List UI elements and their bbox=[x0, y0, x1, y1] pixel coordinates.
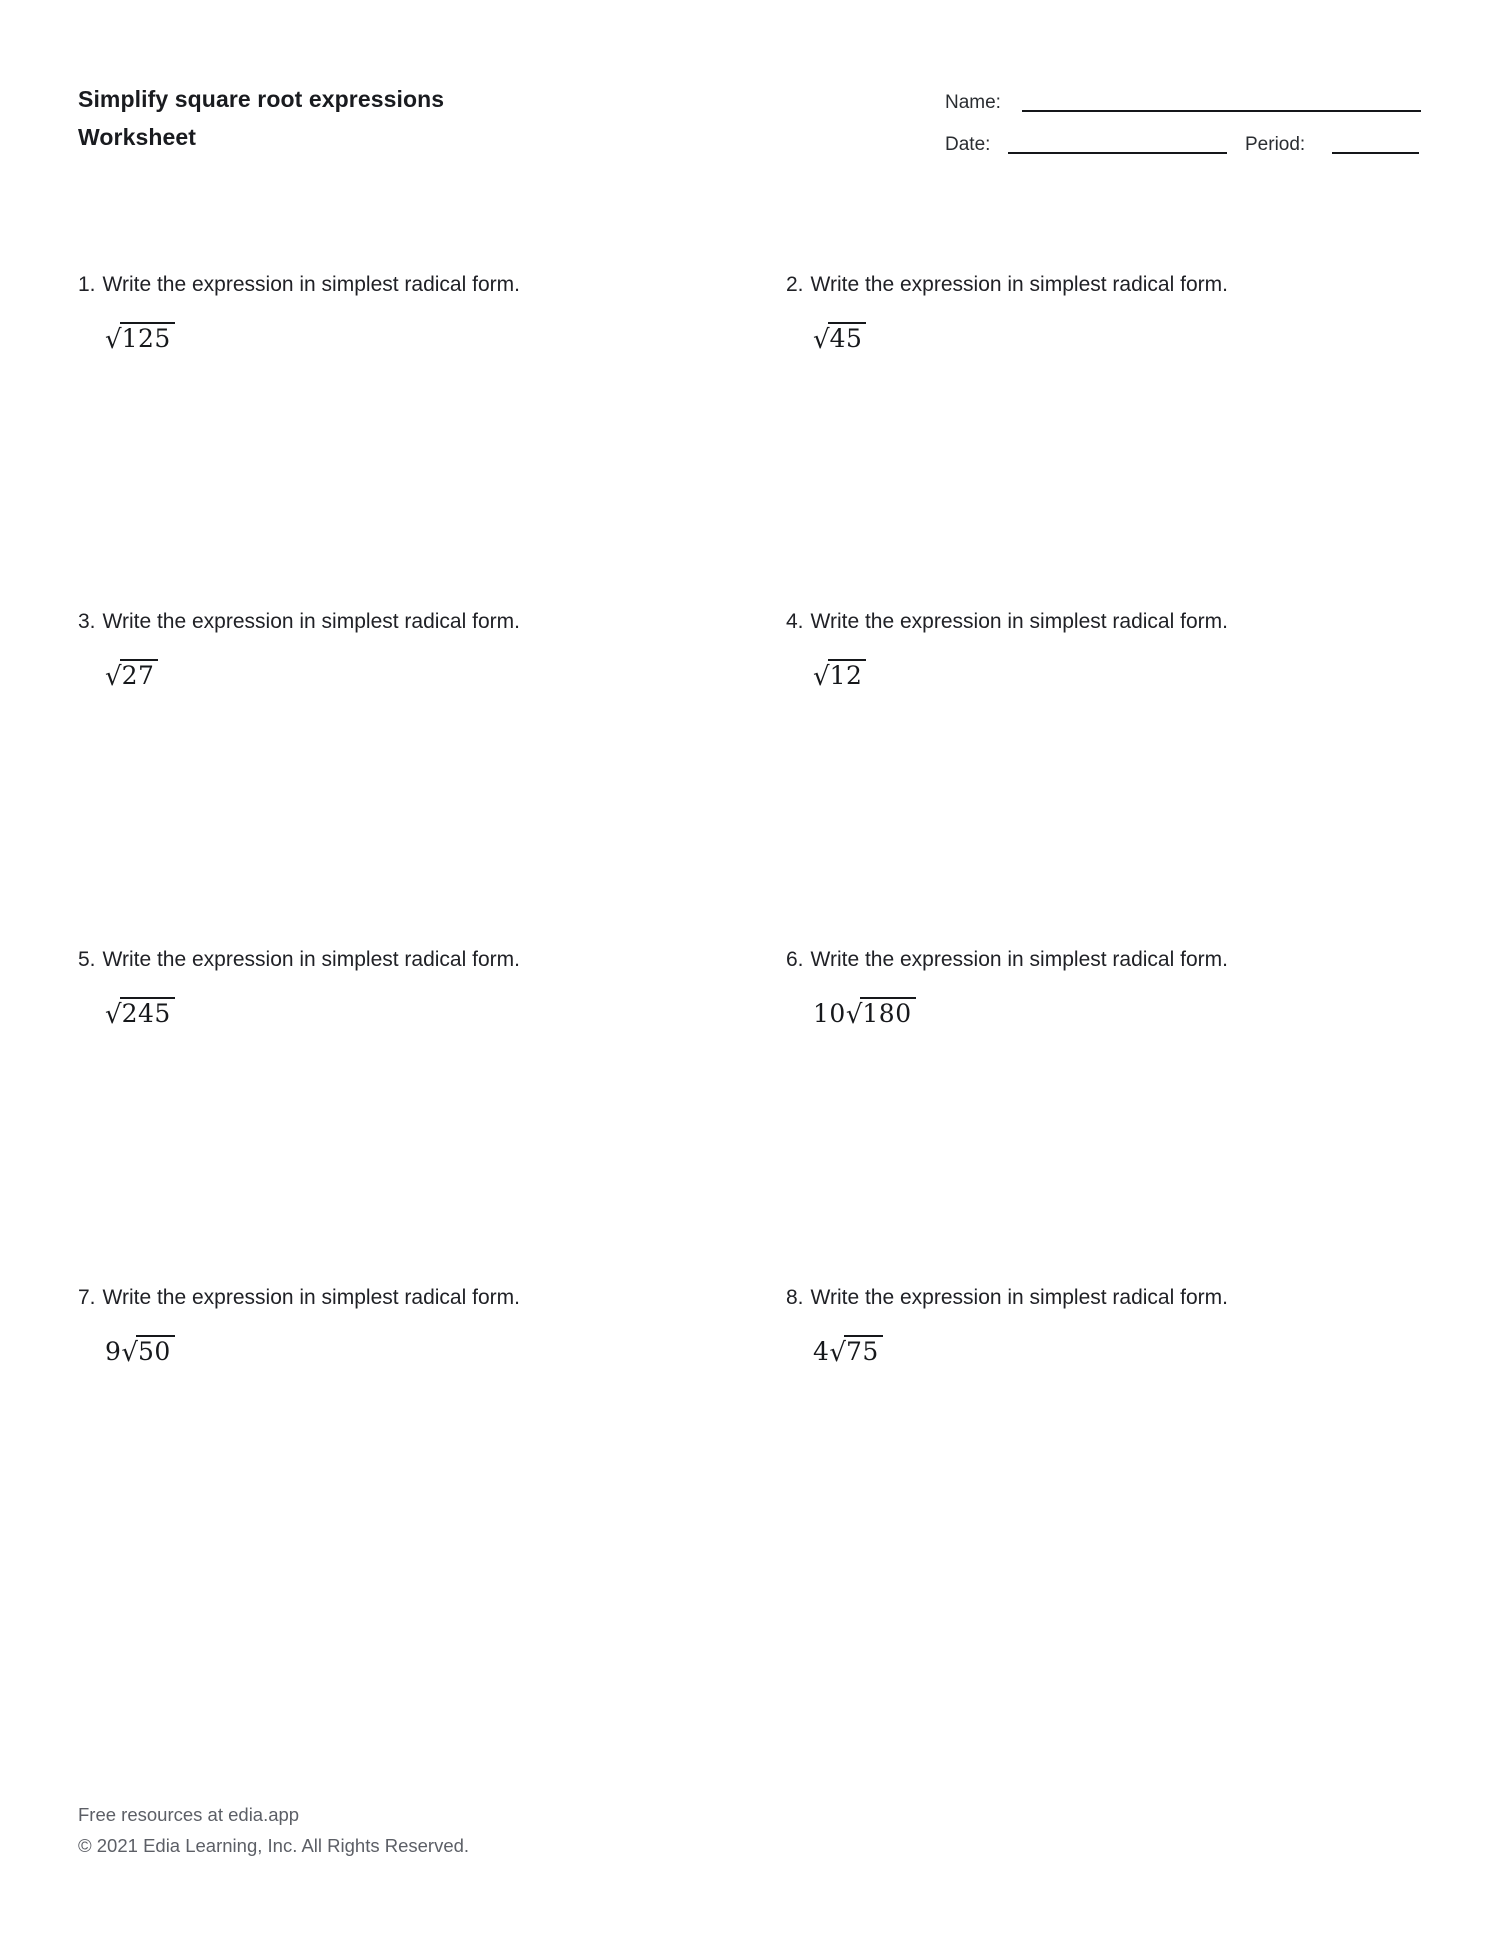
problem-text: Write the expression in simplest radical form. bbox=[810, 610, 1228, 633]
problem-number: 5. bbox=[78, 948, 96, 971]
problem-5 bbox=[78, 945, 758, 1028]
problem-prompt bbox=[786, 607, 1466, 637]
worksheet-title bbox=[78, 80, 444, 156]
coefficient: 9 bbox=[105, 1337, 122, 1366]
problem-number: 4. bbox=[786, 610, 804, 633]
math-expression bbox=[105, 1335, 758, 1366]
radical-sign: √ bbox=[105, 661, 122, 692]
math-expression bbox=[105, 322, 758, 353]
title-line-2: Worksheet bbox=[78, 124, 197, 150]
radicand: 180 bbox=[860, 997, 915, 1026]
radicand: 50 bbox=[136, 1335, 175, 1364]
math-expression bbox=[813, 659, 1466, 690]
problem-number: 6. bbox=[786, 948, 804, 971]
date-underline bbox=[1008, 152, 1227, 154]
coefficient: 10 bbox=[813, 999, 846, 1028]
math-expression bbox=[105, 997, 758, 1028]
problem-4 bbox=[786, 607, 1466, 690]
problem-prompt bbox=[786, 1283, 1466, 1313]
problem-prompt bbox=[78, 270, 758, 300]
problem-7 bbox=[78, 1283, 758, 1366]
radicand: 245 bbox=[120, 997, 175, 1026]
problem-text: Write the expression in simplest radical form. bbox=[102, 948, 520, 971]
period-underline bbox=[1332, 152, 1419, 154]
math-expression bbox=[813, 322, 1466, 353]
problem-prompt bbox=[78, 945, 758, 975]
radical-sign: √ bbox=[845, 999, 863, 1030]
problem-prompt bbox=[786, 945, 1466, 975]
radicand: 27 bbox=[120, 659, 159, 688]
problem-text: Write the expression in simplest radical form. bbox=[102, 1286, 520, 1309]
radicand: 45 bbox=[828, 322, 867, 351]
problem-number: 7. bbox=[78, 1286, 96, 1309]
footer bbox=[78, 1799, 469, 1861]
problem-3 bbox=[78, 607, 758, 690]
problem-1 bbox=[78, 270, 758, 353]
radicand: 125 bbox=[120, 322, 175, 351]
radicand: 75 bbox=[844, 1335, 883, 1364]
footer-copyright: © 2021 Edia Learning, Inc. All Rights Reserved. bbox=[78, 1835, 470, 1856]
problem-prompt bbox=[78, 607, 758, 637]
radical-sign: √ bbox=[829, 1337, 846, 1368]
problem-prompt bbox=[78, 1283, 758, 1313]
math-expression bbox=[813, 997, 1466, 1028]
problem-number: 3. bbox=[78, 610, 96, 633]
radicand: 12 bbox=[828, 659, 867, 688]
problem-text: Write the expression in simplest radical form. bbox=[102, 273, 520, 296]
problem-number: 1. bbox=[78, 273, 96, 296]
title-line-1: Simplify square root expressions bbox=[78, 86, 445, 112]
name-underline bbox=[1022, 110, 1421, 112]
problem-6 bbox=[786, 945, 1466, 1028]
coefficient: 4 bbox=[813, 1337, 830, 1366]
problem-text: Write the expression in simplest radical form. bbox=[810, 948, 1228, 971]
math-expression bbox=[105, 659, 758, 690]
math-expression bbox=[813, 1335, 1466, 1366]
radical-sign: √ bbox=[105, 999, 122, 1030]
problem-text: Write the expression in simplest radical form. bbox=[102, 610, 520, 633]
problem-8 bbox=[786, 1283, 1466, 1366]
problem-text: Write the expression in simplest radical form. bbox=[810, 1286, 1228, 1309]
problem-number: 2. bbox=[786, 273, 804, 296]
footer-resources: Free resources at edia.app bbox=[78, 1804, 300, 1825]
problem-text: Write the expression in simplest radical form. bbox=[810, 273, 1228, 296]
name-label: Name: bbox=[945, 92, 1001, 113]
radical-sign: √ bbox=[813, 661, 830, 692]
period-label: Period: bbox=[1245, 134, 1306, 155]
problem-2 bbox=[786, 270, 1466, 353]
problem-prompt bbox=[786, 270, 1466, 300]
radical-sign: √ bbox=[813, 324, 830, 355]
problem-number: 8. bbox=[786, 1286, 804, 1309]
radical-sign: √ bbox=[121, 1337, 138, 1368]
date-label: Date: bbox=[945, 134, 991, 155]
radical-sign: √ bbox=[105, 324, 122, 355]
